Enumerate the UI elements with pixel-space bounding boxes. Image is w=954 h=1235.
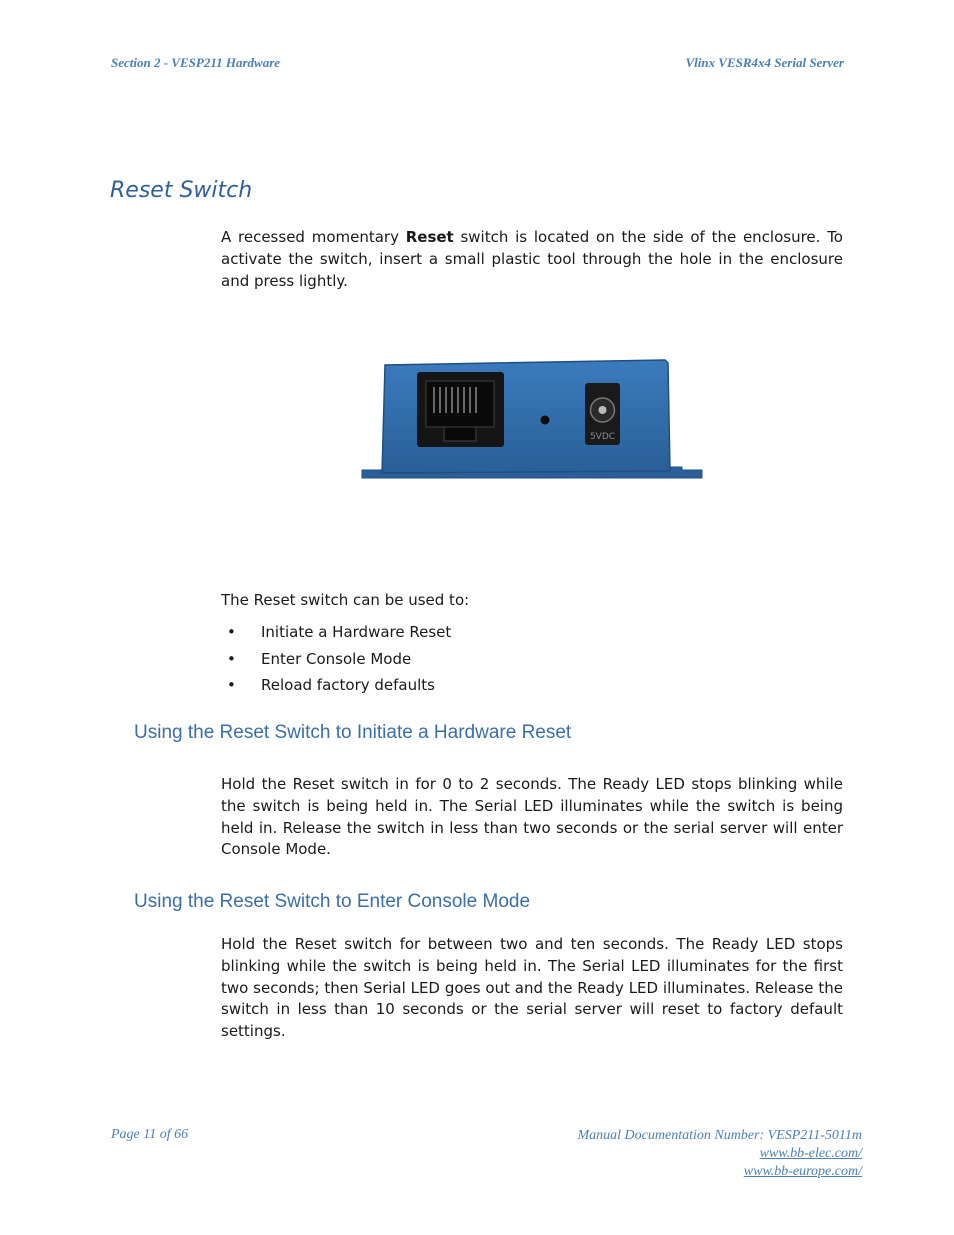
section-heading-console-mode: Using the Reset Switch to Enter Console Mode	[134, 891, 531, 912]
footer-doc-number: Manual Documentation Number: VESP211-5011m	[577, 1128, 862, 1143]
list-item: • Enter Console Mode	[221, 647, 451, 674]
list-item: • Initiate a Hardware Reset	[221, 620, 451, 647]
intro-text-before: A recessed momentary	[221, 228, 406, 246]
device-side-photo	[360, 355, 704, 481]
rj45-port-icon	[417, 372, 504, 447]
bullet-icon: •	[227, 676, 236, 694]
list-item: • Reload factory defaults	[221, 673, 451, 700]
dc-jack-label: 5VDC	[589, 432, 616, 442]
intro-paragraph	[221, 227, 843, 292]
uses-list	[221, 620, 451, 700]
footer-link-bb-elec[interactable]: www.bb-elec.com/	[759, 1146, 862, 1161]
header-product: Vlinx VESR4x4 Serial Server	[685, 55, 844, 70]
intro-bold-reset: Reset	[405, 228, 454, 246]
footer-doc-info	[578, 1127, 863, 1181]
page-title: Reset Switch	[110, 178, 253, 203]
section-body-console-mode: Hold the Reset switch for between two and ten seconds. The Ready LED stops blinking while the switch is being held in. The Serial LED illuminates for the first two seconds; then Serial LED goes out and the Ready LED illuminates. Release the switch in less than 10 seconds or the serial server will reset to factory default settings.	[221, 935, 843, 1041]
intro-text-after: switch is located on the side of the enclosure. To activate the switch, insert a small plastic tool through the hole in the enclosure and press lightly.	[221, 228, 843, 290]
header-section: Section 2 - VESP211 Hardware	[111, 55, 281, 70]
section-body-hardware-reset: Hold the Reset switch in for 0 to 2 seconds. The Ready LED stops blinking while the switch is being held in. The Serial LED illuminates while the switch is being held in. Release the switch in less than two seconds or the serial server will enter Console Mode.	[221, 775, 843, 859]
footer-page-number: Page 11 of 66	[111, 1127, 189, 1142]
footer-link-bb-europe[interactable]: www.bb-europe.com/	[743, 1164, 862, 1179]
bullet-icon: •	[227, 623, 236, 641]
bullet-icon: •	[227, 649, 236, 668]
dc-power-jack-icon	[585, 383, 620, 445]
reset-hole-icon	[541, 416, 550, 425]
uses-intro: The Reset switch can be used to:	[221, 591, 470, 609]
section-heading-hardware-reset: Using the Reset Switch to Initiate a Hardware Reset	[134, 722, 572, 743]
